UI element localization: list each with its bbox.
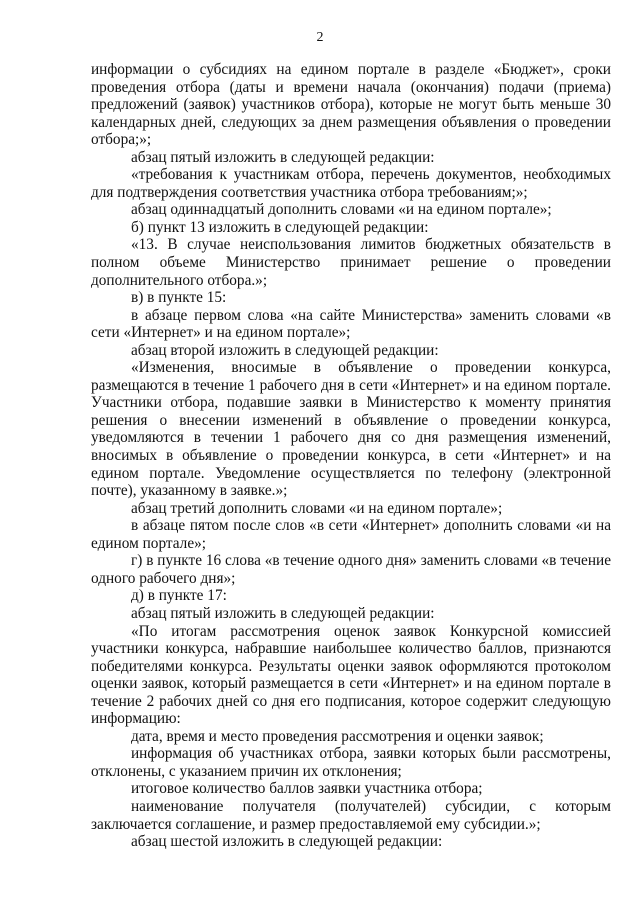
- paragraph: абзац шестой изложить в следующей редакции:: [131, 833, 443, 851]
- paragraph: г) в пункте 16 слова «в течение одного дня» заменить словами «в течение одного рабочего дня»;: [91, 552, 611, 587]
- paragraph: д) в пункте 17:: [131, 587, 227, 605]
- paragraph: в абзаце пятом после слов «в сети «Интернет» дополнить словами «и на едином портале»;: [91, 517, 611, 552]
- paragraph: абзац третий дополнить словами «и на едином портале»;: [131, 499, 503, 517]
- paragraph: в абзаце первом слова «на сайте Министерства» заменить словами «в сети «Интернет» и на едином портале»;: [91, 306, 611, 342]
- paragraph: абзац одиннадцатый дополнить словами «и на едином портале»;: [131, 201, 552, 219]
- paragraph: «13. В случае неиспользования лимитов бюджетных обязательств в полном объеме Министерство принимает решение о проведении дополнительного отбора.»;: [91, 236, 611, 289]
- paragraph: абзац второй изложить в следующей редакции:: [131, 341, 439, 359]
- page-number: 2: [316, 30, 324, 45]
- paragraph: итоговое количество баллов заявки участника отбора;: [131, 780, 483, 798]
- paragraph: абзац пятый изложить в следующей редакции:: [131, 148, 435, 166]
- paragraph: абзац пятый изложить в следующей редакции:: [131, 604, 435, 622]
- paragraph: в) в пункте 15:: [131, 289, 227, 307]
- paragraph: дата, время и место проведения рассмотрения и оценки заявок;: [131, 727, 544, 745]
- paragraph: информация об участниках отбора, заявки которых были рассмотрены, отклонены, с указанием причин их отклонения;: [91, 745, 611, 780]
- document-body: [91, 61, 611, 851]
- paragraph: «требования к участникам отбора, перечень документов, необходимых для подтверждения соответствия участника отбора требованиям;»;: [91, 166, 611, 201]
- paragraph: информации о субсидиях на едином портале в разделе «Бюджет», сроки проведения отбора (даты и времени начала (окончания) подачи (приема) предложений (заявок) участников отбора), которые не могут быть меньше 30 календарных дней, следующих за днем размещения объявления о проведении отбора;»;: [91, 61, 611, 149]
- paragraph: «Изменения, вносимые в объявление о проведении конкурса, размещаются в течение 1 рабочего дня в сети «Интернет» и на едином портале. Участники отбора, подавшие заявки в Министерство к моменту принятия решения о внесении изменений в объявление о проведении конкурса, уведомляются в течении 1 рабочего дня со дня размещения изменений, вносимых в объявление о проведении конкурса, в сети «Интернет» и на едином портале. Уведомление осуществляется по телефону (электронной почте), указанному в заявке.»;: [91, 359, 611, 500]
- paragraph: наименование получателя (получателей) субсидии, с которым заключается соглашение, и размер предоставляемой ему субсидии.»;: [91, 797, 611, 833]
- paragraph: б) пункт 13 изложить в следующей редакции:: [131, 218, 429, 236]
- paragraph: «По итогам рассмотрения оценок заявок Конкурсной комиссией участники конкурса, набравшие наибольшее количество баллов, признаются победителями конкурса. Результаты оценки заявок оформляются протоколом оценки заявок, который размещается в сети «Интернет» и на едином портале в течение 2 рабочих дней со дня его подписания, которое содержит следующую информацию:: [91, 622, 611, 728]
